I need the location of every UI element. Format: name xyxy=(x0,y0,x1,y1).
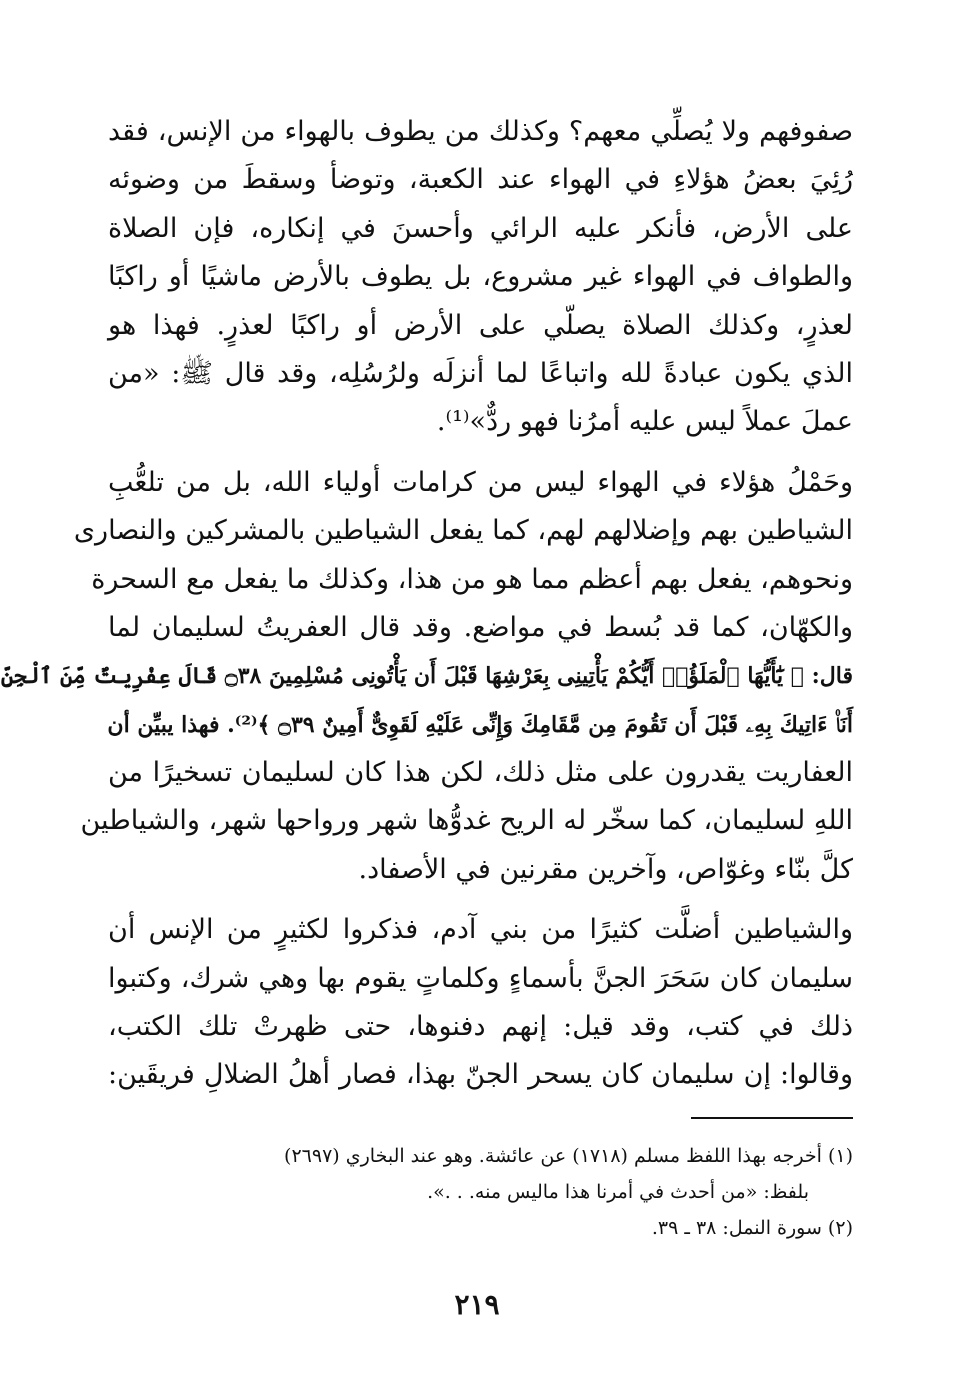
main-text xyxy=(0,108,853,1100)
footnote-1: (١) أخرجه بهذا اللفظ مسلم (١٧١٨) عن عائشة. وهو عند البخاري (٢٦٩٧) xyxy=(284,1145,853,1167)
footnote-1-continuation: بلفظ: «من أحدث في أمرنا هذا ماليس منه. . .». xyxy=(427,1181,809,1203)
text-line: عملَ عملاً ليس عليه أمرُنا فهو ردٌّ»⁽¹⁾. xyxy=(436,406,853,438)
text-line: على الأرض، فأنكر عليه الرائي وأحسنَ في إنكاره، فإن الصلاة xyxy=(108,212,853,244)
text-line: والكهّان، كما قد بُسط في مواضع. وقد قال العفريتُ لسليمان لما xyxy=(108,611,853,643)
paragraph-gap xyxy=(108,894,853,906)
paragraph-gap xyxy=(108,447,853,459)
quran-verse-line: أَنَا۠ ءَاتِيكَ بِهِۦ قَبْلَ أَن تَقُومَ مِن مَّقَامِكَ وَإِنِّى عَلَيْهِ لَقَوِىٌّ أَمِينٌ ۝٣٩ ﴾⁽²⁾. فهذا يبيِّن أن xyxy=(107,711,853,738)
text-line: وحَمْلُ هؤلاء في الهواء ليس من كرامات أولياء الله، بل من تلعُّبِ xyxy=(108,466,853,498)
text-line: اللهِ لسليمان، كما سخّر له الريح غدوُّها شهر ورواحها شهر، والشياطين xyxy=(80,805,853,837)
text-line: لعذرٍ، وكذلك الصلاة يصلّي على الأرض أو راكبًا لعذرٍ. فهذا هو xyxy=(108,309,853,341)
text-line: ذلك في كتب، وقد قيل: إنهم دفنوها، حتى ظهرتْ تلك الكتب، xyxy=(108,1011,853,1043)
paragraph-3 xyxy=(108,906,853,1100)
text-line: والشياطين أضلَّت كثيرًا من بني آدم، فذكروا لكثيرٍ من الإنس أن xyxy=(108,914,853,946)
text-line: الذي يكون عبادةً لله واتباعًا لما أنزلَه ولرُسُلِه، وقد قال ﷺ: «من xyxy=(108,357,853,389)
quran-verse-line: قال: ﴿ يَٰٓأَيُّهَا ٱلْمَلَؤُا۟ أَيُّكُمْ يَأْتِينِى بِعَرْشِهَا قَبْلَ أَن يَأْتُونِى مُسْلِمِينَ ۝٣٨ قَالَ عِفْرِيتٌ مِّنَ ٱلْجِنِّ xyxy=(0,663,853,690)
text-line: وقالوا: إن سليمان كان يسحر الجنّ بهذا، فصار أهلُ الضلالِ فريقَين: xyxy=(108,1059,853,1091)
paragraph-1 xyxy=(108,108,853,447)
footnote-separator xyxy=(691,1117,853,1119)
paragraph-2 xyxy=(0,459,853,895)
footnotes xyxy=(108,1138,853,1246)
text-line: صفوفهم ولا يُصلِّي معهم؟ وكذلك من يطوف بالهواء من الإنس، فقد xyxy=(108,116,853,147)
text-line: الشياطين بهم وإضلالهم لهم، كما يفعل الشياطين بالمشركين والنصارى xyxy=(73,515,853,547)
text-line: والطواف في الهواء غير مشروع، بل يطوف بالأرض ماشيًا أو راكبًا xyxy=(108,261,853,293)
page-number: ٢١٩ xyxy=(454,1288,500,1321)
text-line: كلَّ بنّاء وغوّاص، وآخرين مقرنين في الأصفاد. xyxy=(358,853,853,885)
text-line: سليمان كان سَحَرَ الجنَّ بأسماءٍ وكلماتٍ يقوم بها وهي شرك، وكتبوا xyxy=(108,962,853,994)
text-line: ونحوهم، يفعل بهم أعظم مما هو من هذا، وكذلك ما يفعل مع السحرة xyxy=(91,563,853,595)
footnote-2: (٢) سورة النمل: ٣٨ ـ ٣٩. xyxy=(651,1217,853,1239)
text-line: العفاريت يقدرون على مثل ذلك، لكن هذا كان لسليمان تسخيرًا من xyxy=(108,757,853,789)
text-line: رُئِيَ بعضُ هؤلاءِ في الهواء عند الكعبة، وتوضأ وسقطَ من وضوئه xyxy=(108,164,853,196)
